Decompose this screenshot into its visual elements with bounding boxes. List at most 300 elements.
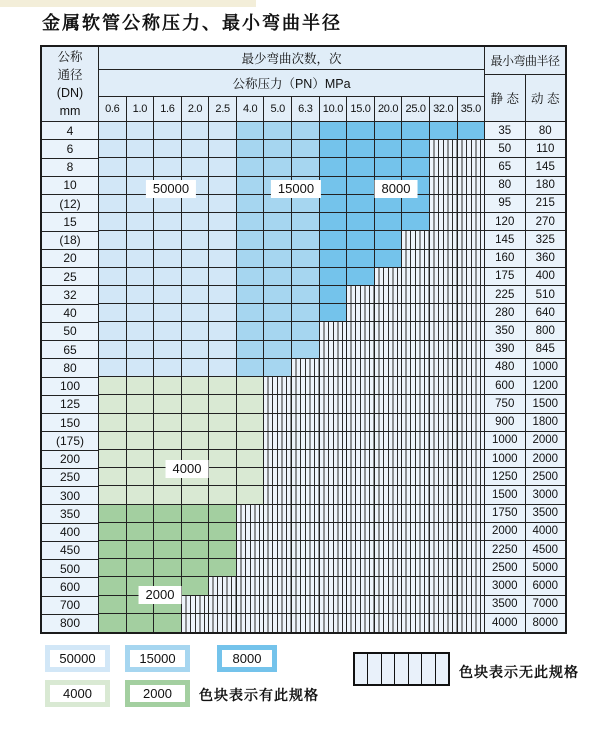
dynamic-cell: 510 (526, 286, 566, 304)
pressure-tick: 1.6 (154, 97, 182, 122)
pressure-cell (127, 559, 155, 577)
legend-swatch-15000 (125, 645, 190, 672)
dn-cell: 8 (42, 159, 99, 177)
hatch-cell (430, 304, 458, 322)
hatch-cell (237, 559, 265, 577)
hatch-cell (375, 577, 403, 595)
legend-swatch-label: 4000 (50, 685, 105, 702)
hatch-cell (458, 505, 485, 523)
pressure-cell (209, 395, 237, 413)
pressure-cell (237, 395, 265, 413)
table-row (99, 122, 484, 140)
hatch-cell (347, 468, 375, 486)
hatch-cell (430, 505, 458, 523)
pressure-cell (99, 559, 127, 577)
hatch-cell (402, 432, 430, 450)
pressure-cell (127, 505, 155, 523)
pressure-cell (99, 486, 127, 504)
pressure-cell (99, 541, 127, 559)
hatch-cell (292, 377, 320, 395)
hatch-cell (375, 559, 403, 577)
hatch-cell (264, 414, 292, 432)
radius-row (485, 377, 565, 395)
static-cell: 750 (485, 395, 526, 413)
hatch-cell (402, 468, 430, 486)
pressure-cell (127, 286, 155, 304)
hatch-cell (402, 250, 430, 268)
dn-cell: 600 (42, 578, 99, 596)
dynamic-cell: 325 (526, 231, 566, 249)
dn-cell: 500 (42, 560, 99, 578)
pressure-cell (154, 541, 182, 559)
pressure-cell (182, 286, 210, 304)
pressure-cell (209, 468, 237, 486)
dynamic-cell: 4000 (526, 523, 566, 541)
pressure-cell (154, 231, 182, 249)
hatch-cell (347, 614, 375, 632)
hatch-cell (402, 304, 430, 322)
pressure-cell (99, 377, 127, 395)
pressure-cell (264, 231, 292, 249)
static-cell: 350 (485, 322, 526, 340)
dn-cell: 4 (42, 122, 99, 140)
pressure-cell (99, 140, 127, 158)
pressure-cell (264, 250, 292, 268)
hatch-sample-cell (422, 654, 435, 684)
hatch-cell (237, 614, 265, 632)
static-cell: 900 (485, 414, 526, 432)
table-row (99, 213, 484, 231)
dn-cell: 450 (42, 542, 99, 560)
pressure-cell (347, 250, 375, 268)
hatch-cell (264, 505, 292, 523)
pressure-cell (375, 158, 403, 176)
hatch-cell (430, 286, 458, 304)
hatch-cell (430, 486, 458, 504)
pressure-cell (320, 268, 348, 286)
dn-cell: 350 (42, 505, 99, 523)
pressure-cell (182, 122, 210, 140)
pressure-cell (154, 158, 182, 176)
pressure-cell (182, 268, 210, 286)
pressure-cell (209, 541, 237, 559)
pressure-cell (209, 450, 237, 468)
pressure-cell (347, 195, 375, 213)
pressure-cell (292, 322, 320, 340)
hatch-cell (458, 523, 485, 541)
hatch-cell (402, 523, 430, 541)
pressure-cell (264, 322, 292, 340)
hatch-cell (292, 450, 320, 468)
pressure-cell (264, 158, 292, 176)
hatch-cell (264, 377, 292, 395)
legend-swatch-50000 (45, 645, 110, 672)
table-row (99, 359, 484, 377)
pressure-cell (99, 450, 127, 468)
hatch-cell (430, 596, 458, 614)
hatch-cell (458, 596, 485, 614)
radius-row (485, 486, 565, 504)
hatch-cell (458, 559, 485, 577)
hatch-cell (292, 468, 320, 486)
radius-row (485, 432, 565, 450)
hatch-cell (402, 395, 430, 413)
hatch-cell (458, 541, 485, 559)
dn-header-line: mm (59, 104, 81, 119)
radius-block (484, 47, 565, 632)
static-cell: 2000 (485, 523, 526, 541)
radius-row (485, 158, 565, 176)
pressure-cell (99, 304, 127, 322)
pressure-cell (154, 432, 182, 450)
pressure-tick: 32.0 (430, 97, 458, 122)
hatch-cell (375, 596, 403, 614)
hatch-cell (320, 541, 348, 559)
radius-row (485, 231, 565, 249)
hatch-cell (458, 432, 485, 450)
pressure-cell (237, 122, 265, 140)
radius-row (485, 541, 565, 559)
zone-label-2000: 2000 (139, 586, 182, 604)
dynamic-cell: 1500 (526, 395, 566, 413)
legend-swatch-2000 (125, 680, 190, 707)
static-cell: 600 (485, 377, 526, 395)
pressure-cell (209, 505, 237, 523)
dynamic-cell: 145 (526, 158, 566, 176)
hatch-cell (430, 195, 458, 213)
pressure-cell (99, 177, 127, 195)
hatch-cell (320, 395, 348, 413)
hatch-cell (458, 359, 485, 377)
hatch-cell (402, 505, 430, 523)
pressure-cell (99, 122, 127, 140)
pressure-cell (292, 286, 320, 304)
hatch-cell (458, 377, 485, 395)
pressure-cell (237, 195, 265, 213)
static-cell: 225 (485, 286, 526, 304)
pressure-cell (154, 304, 182, 322)
pressure-cell (182, 231, 210, 249)
static-cell: 2500 (485, 559, 526, 577)
hatch-cell (430, 359, 458, 377)
hatch-cell (402, 614, 430, 632)
hatch-cell (458, 486, 485, 504)
pressure-cell (237, 341, 265, 359)
static-cell: 35 (485, 122, 526, 140)
hatch-cell (402, 359, 430, 377)
pressure-cell (127, 486, 155, 504)
pressure-cell (264, 122, 292, 140)
table-row (99, 505, 484, 523)
hatch-cell (264, 559, 292, 577)
hatch-cell (430, 559, 458, 577)
pressure-cell (209, 231, 237, 249)
pressure-cell (154, 286, 182, 304)
hatch-cell (347, 377, 375, 395)
dn-cell: 50 (42, 323, 99, 341)
hatch-cell (292, 359, 320, 377)
hatch-cell (458, 614, 485, 632)
pressure-cell (237, 486, 265, 504)
hatch-cell (430, 577, 458, 595)
static-cell: 65 (485, 158, 526, 176)
pressure-cell (375, 122, 403, 140)
pressure-cell (237, 432, 265, 450)
pressure-cell (237, 450, 265, 468)
pressure-cell (154, 486, 182, 504)
radius-row (485, 250, 565, 268)
static-cell: 4000 (485, 614, 526, 632)
zone-label-4000: 4000 (166, 460, 209, 478)
pressure-cell (154, 377, 182, 395)
pressure-cell (264, 359, 292, 377)
pressure-cell (182, 395, 210, 413)
static-cell: 80 (485, 177, 526, 195)
dn-cell: 300 (42, 487, 99, 505)
pressure-tick: 2.5 (209, 97, 237, 122)
hatch-cell (347, 450, 375, 468)
hatch-cell (430, 395, 458, 413)
hatch-cell (375, 505, 403, 523)
pressure-cell (182, 359, 210, 377)
static-cell: 145 (485, 231, 526, 249)
table-row (99, 286, 484, 304)
hatch-cell (320, 468, 348, 486)
pressure-cell (458, 122, 485, 140)
static-dynamic-header-row (485, 75, 565, 122)
static-cell: 1750 (485, 505, 526, 523)
pressure-cell (99, 596, 127, 614)
dynamic-cell: 2000 (526, 450, 566, 468)
pressure-cell (347, 213, 375, 231)
hatch-cell (375, 523, 403, 541)
hatch-cell (458, 577, 485, 595)
hatch-cell (347, 304, 375, 322)
dynamic-cell: 110 (526, 140, 566, 158)
dn-cell: (12) (42, 195, 99, 213)
pressure-cell (154, 523, 182, 541)
hatch-cell (320, 450, 348, 468)
dn-column (42, 47, 99, 632)
pressure-cell (127, 213, 155, 231)
pressure-cell (264, 341, 292, 359)
pressure-cell (237, 268, 265, 286)
pressure-cell (99, 468, 127, 486)
pressure-cell (320, 286, 348, 304)
pressure-cell (209, 213, 237, 231)
dn-cell: 10 (42, 177, 99, 195)
dynamic-header: 动 态 (526, 75, 566, 122)
hatch-cell (375, 486, 403, 504)
pressure-cell (209, 195, 237, 213)
pressure-cell (292, 213, 320, 231)
hatch-cell (347, 577, 375, 595)
hatch-cell (375, 322, 403, 340)
table-row (99, 268, 484, 286)
hatch-cell (320, 341, 348, 359)
pressure-cell (209, 268, 237, 286)
page-title: 金属软管公称压力、最小弯曲半径 (42, 13, 342, 34)
hatch-cell (458, 304, 485, 322)
pressure-cell (99, 231, 127, 249)
static-cell: 160 (485, 250, 526, 268)
pressure-cell (182, 414, 210, 432)
pressure-cell (127, 304, 155, 322)
radius-row (485, 614, 565, 632)
pressure-cell (209, 559, 237, 577)
table-row (99, 414, 484, 432)
legend-available-note: 色块表示有此规格 (199, 687, 319, 703)
pressure-cell (320, 213, 348, 231)
pressure-cell (99, 286, 127, 304)
hatch-cell (402, 377, 430, 395)
dn-cell: 800 (42, 615, 99, 632)
hatch-cell (264, 395, 292, 413)
hatch-cell (182, 596, 210, 614)
pressure-cell (182, 140, 210, 158)
pressure-cell (237, 359, 265, 377)
pressure-tick: 5.0 (264, 97, 292, 122)
pressure-cell (182, 250, 210, 268)
pressure-cell (375, 250, 403, 268)
pressure-cell (347, 158, 375, 176)
pressure-cell (347, 231, 375, 249)
radius-row (485, 177, 565, 195)
pressure-cell (99, 268, 127, 286)
hatch-cell (458, 414, 485, 432)
hatch-cell (458, 213, 485, 231)
dn-cell: 700 (42, 597, 99, 615)
hatch-cell (402, 486, 430, 504)
pressure-tick: 1.0 (127, 97, 155, 122)
pressure-cell (347, 122, 375, 140)
hatch-cell (402, 577, 430, 595)
dn-cell: 40 (42, 305, 99, 323)
pressure-cell (99, 523, 127, 541)
pressure-cell (154, 341, 182, 359)
pressure-cell (209, 359, 237, 377)
hatch-cell (264, 468, 292, 486)
dynamic-cell: 6000 (526, 577, 566, 595)
pressure-cell (99, 195, 127, 213)
dn-cell: 100 (42, 378, 99, 396)
legend-swatch-label: 8000 (222, 650, 272, 667)
pressure-cell (320, 158, 348, 176)
hatch-sample-cell (409, 654, 422, 684)
dn-cell: (175) (42, 432, 99, 450)
hatch-cell (430, 614, 458, 632)
hatch-cell (320, 577, 348, 595)
hatch-cell (375, 268, 403, 286)
pressure-cell (182, 523, 210, 541)
hatch-cell (402, 268, 430, 286)
pressure-cell (347, 177, 375, 195)
hatch-cell (375, 341, 403, 359)
pressure-cell (209, 432, 237, 450)
dynamic-cell: 1000 (526, 359, 566, 377)
pressure-cell (99, 395, 127, 413)
hatch-cell (292, 559, 320, 577)
pressure-cell (127, 268, 155, 286)
pressure-cell (127, 140, 155, 158)
pressure-cell (209, 177, 237, 195)
hatch-cell (458, 450, 485, 468)
dynamic-cell: 400 (526, 268, 566, 286)
hatch-cell (458, 468, 485, 486)
pressure-cell (127, 341, 155, 359)
pressure-cell (182, 541, 210, 559)
hatch-sample-box (353, 652, 450, 686)
hatch-cell (347, 432, 375, 450)
hatch-cell (375, 304, 403, 322)
pressure-cell (182, 505, 210, 523)
pressure-cell (402, 158, 430, 176)
pressure-cell (182, 486, 210, 504)
hatch-cell (458, 286, 485, 304)
dn-cell: 65 (42, 341, 99, 359)
pressure-cell (292, 304, 320, 322)
pressure-cell (182, 341, 210, 359)
dn-cell: 200 (42, 451, 99, 469)
hatch-cell (430, 177, 458, 195)
table-row (99, 614, 484, 632)
hatch-sample-cell (395, 654, 408, 684)
static-cell: 1250 (485, 468, 526, 486)
pressure-cell (127, 414, 155, 432)
dynamic-cell: 3000 (526, 486, 566, 504)
hatch-cell (430, 541, 458, 559)
pressure-cell (154, 614, 182, 632)
static-cell: 3500 (485, 596, 526, 614)
static-cell: 280 (485, 304, 526, 322)
hatch-cell (458, 250, 485, 268)
cycles-header: 最少弯曲次数，次 (99, 47, 484, 70)
hatch-cell (264, 432, 292, 450)
table-row (99, 341, 484, 359)
pressure-cell (154, 559, 182, 577)
pressure-cell (127, 468, 155, 486)
hatch-cell (292, 395, 320, 413)
hatch-cell (430, 140, 458, 158)
pressure-cell (182, 577, 210, 595)
hatch-cell (347, 359, 375, 377)
dynamic-cell: 3500 (526, 505, 566, 523)
pressure-cell (127, 322, 155, 340)
pressure-cell (375, 213, 403, 231)
hatch-cell (292, 486, 320, 504)
hatch-cell (237, 541, 265, 559)
legend-swatch-label: 50000 (50, 650, 105, 667)
pressure-cell (209, 304, 237, 322)
hatch-cell (347, 341, 375, 359)
pressure-tick: 4.0 (237, 97, 265, 122)
pressure-cell (154, 395, 182, 413)
hatch-cell (347, 322, 375, 340)
zone-label-15000: 15000 (271, 180, 321, 198)
radius-row (485, 596, 565, 614)
hatch-cell (320, 559, 348, 577)
dynamic-cell: 1800 (526, 414, 566, 432)
radius-row (485, 468, 565, 486)
table-row (99, 377, 484, 395)
pressure-cell (209, 158, 237, 176)
pressure-cell (127, 250, 155, 268)
pressure-cell (264, 268, 292, 286)
pressure-tick: 15.0 (347, 97, 375, 122)
hatch-cell (402, 341, 430, 359)
hatch-cell (430, 468, 458, 486)
hatch-cell (347, 505, 375, 523)
